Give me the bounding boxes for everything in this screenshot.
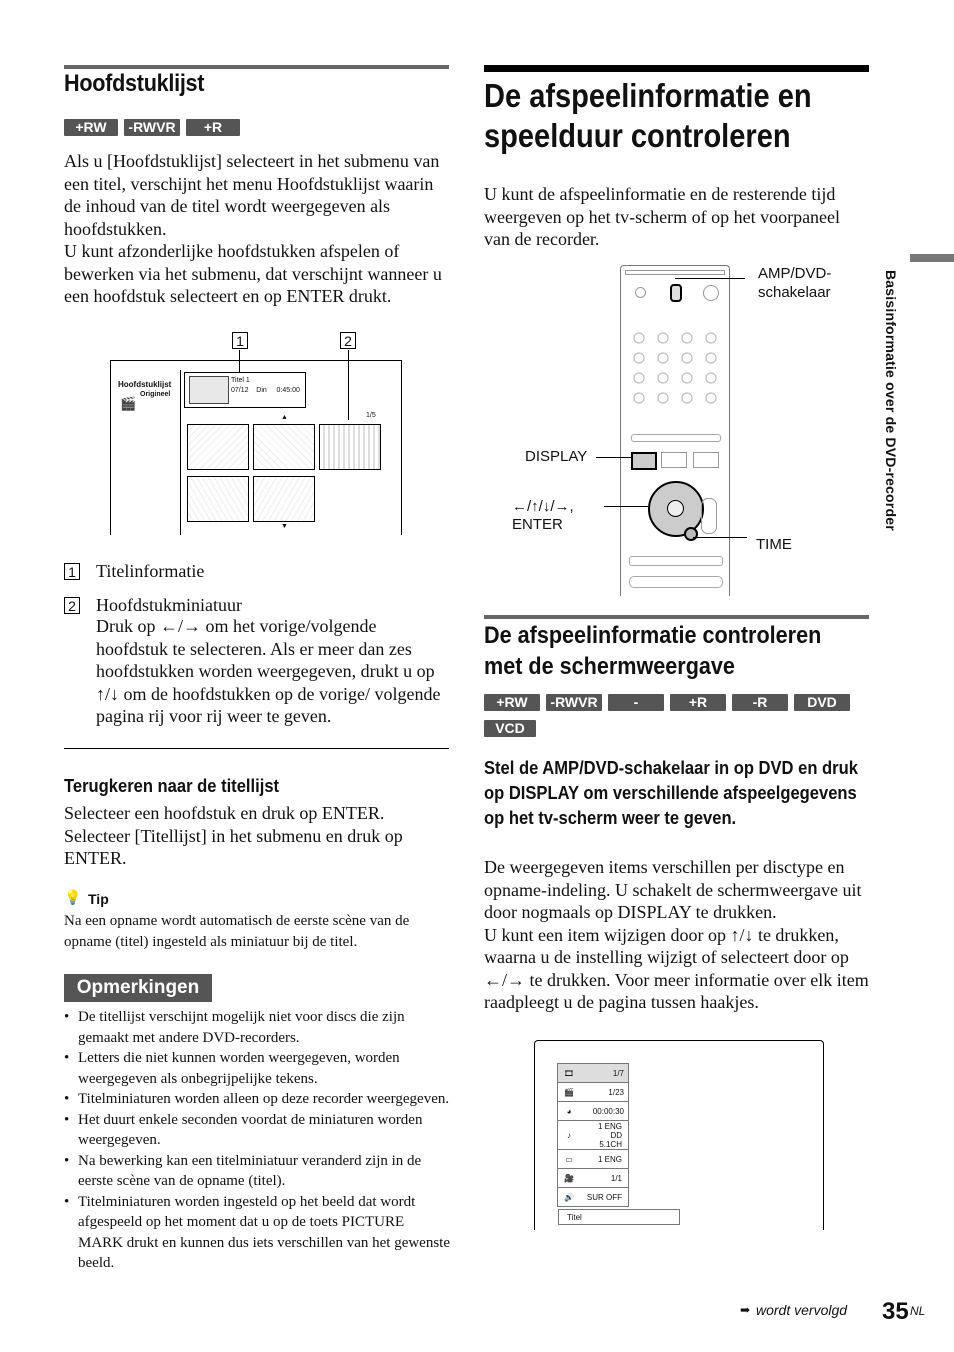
badge-plus-r: +R xyxy=(186,119,240,136)
legend-list xyxy=(64,560,449,728)
right-intro: U kunt de afspeelinformatie en de resterende tijd weergeven op het tv-scherm of op het voorpaneel van de recorder. xyxy=(484,184,841,249)
return-text-1: Selecteer een hoofdstuk en druk op ENTER. xyxy=(64,803,385,823)
osd-row-audio[interactable]: ♪ 1 ENG DD 5.1CH xyxy=(558,1121,628,1150)
badge-vcd: VCD xyxy=(484,720,536,737)
section-rule xyxy=(484,615,869,619)
callout-time: TIME xyxy=(756,536,792,553)
osd-value: 1/7 xyxy=(612,1068,624,1078)
sidebar-tab xyxy=(910,254,954,262)
note-item: • Na bewerking kan een titelminiatuur veranderd zijn in de eerste scène van de opname (titel). xyxy=(64,1151,452,1192)
title-rule xyxy=(484,65,869,72)
callout-arrows: ←/↑/↓/→, xyxy=(512,498,574,515)
chapter-thumbnail xyxy=(319,424,381,470)
divider xyxy=(64,748,449,749)
osd-value: 1/23 xyxy=(608,1087,624,1097)
return-text xyxy=(64,802,449,870)
display-button[interactable] xyxy=(631,452,657,470)
page-title-line-2: speelduur controleren xyxy=(484,117,791,154)
title-meta: 07/12 Din 0:45:00 xyxy=(231,387,300,394)
intro-text-1: Als u [Hoofdstuklijst] selecteert in het submenu van een titel, verschijnt het menu Hoofdstuklijst waarin de inhoud van de titel wordt weergegeven als hoofdstukken. xyxy=(64,151,440,239)
tip-text: Na een opname wordt automatisch de eerste scène van de opname (titel) ingesteld als miniatuur bij de titel. xyxy=(64,913,410,950)
return-text-2: Selecteer [Titellijst] in het submenu en druk op ENTER. xyxy=(64,825,403,868)
menu-label: Hoofdstuklijst xyxy=(118,380,172,389)
legend-num-1: 1 xyxy=(64,563,80,580)
time-button[interactable] xyxy=(684,527,698,541)
disc-badges-right-row2 xyxy=(484,720,542,738)
sub-label: Origineel xyxy=(140,391,171,398)
osd-value: 00:00:30 xyxy=(592,1106,624,1116)
note-item: • Titelminiaturen worden alleen op deze recorder weergegeven. xyxy=(64,1089,452,1110)
chapter-thumbnail xyxy=(253,476,315,522)
title-thumbnail xyxy=(189,376,229,404)
chapter-list-illustration xyxy=(110,330,402,535)
callout-display: DISPLAY xyxy=(525,448,588,465)
note-item: • Het duurt enkele seconden voordat de miniaturen worden weergegeven. xyxy=(64,1110,452,1151)
intro-paragraph xyxy=(64,150,452,308)
step-text xyxy=(484,856,872,1014)
osd-value: 1/1 xyxy=(610,1173,622,1183)
badge-plus-rw: +RW xyxy=(64,119,118,136)
badge-minus-rw-vr: -RWVR xyxy=(546,694,602,711)
legend-item-1 xyxy=(64,560,449,584)
chapter-thumbnail xyxy=(187,476,249,522)
disc-badges-left xyxy=(64,119,246,137)
badge-minus-rw-video: -RWVideo xyxy=(608,694,669,727)
legend-label-1: Titelinformatie xyxy=(96,561,205,581)
osd-row-surround[interactable]: 🔊 SUR OFF xyxy=(558,1188,628,1207)
intro-text-2: U kunt afzonderlijke hoofdstukken afspelen of bewerken via het submenu, dat verschijnt wanneer u een hoofdstuk selecteert en op ENTER drukt. xyxy=(64,241,442,306)
osd-row-title[interactable]: 🎞 1/7 xyxy=(558,1064,628,1083)
amp-dvd-switch[interactable] xyxy=(670,284,682,302)
badge-dvd: DVD xyxy=(794,694,850,711)
scroll-down-icon: ▼ xyxy=(281,522,288,530)
scroll-up-icon: ▲ xyxy=(281,413,288,421)
section-heading-line-2: met de schermweergave xyxy=(484,653,735,680)
badge-plus-rw: +RW xyxy=(484,694,540,711)
osd-menu xyxy=(557,1063,629,1207)
osd-screen-frame xyxy=(534,1040,824,1230)
tip-label: Tip xyxy=(88,891,109,907)
section-heading-chapterlist: Hoofdstuklijst xyxy=(64,70,205,97)
disc-badges-right xyxy=(484,694,874,727)
note-item: • Titelminiaturen worden ingesteld op het beeld dat wordt afgespeeld op het moment dat u op de toets PICTURE MARK drukt en kunnen dus iets verschillen van het gewenste beeld. xyxy=(64,1192,452,1274)
chapter-thumbnail xyxy=(253,424,315,470)
page-indicator: 1/5 xyxy=(366,412,376,419)
page-number: 35 xyxy=(882,1298,909,1325)
osd-row-angle[interactable]: 🎥 1/1 xyxy=(558,1169,628,1188)
legend-item-2 xyxy=(64,594,449,618)
osd-row-time[interactable]: ◕ 00:00:30 xyxy=(558,1102,628,1121)
step-heading: Stel de AMP/DVD-schakelaar in op DVD en druk op DISPLAY om verschillende afspeelgegevens op het tv-scherm weer te geven. xyxy=(484,758,858,828)
callout-1: 1 xyxy=(232,332,248,349)
osd-value: 1 ENG DD 5.1CH xyxy=(597,1121,622,1149)
legend-num-2: 2 xyxy=(64,597,80,614)
section-heading-osd xyxy=(484,620,821,682)
page-lang: NL xyxy=(910,1304,926,1318)
remote-control xyxy=(620,265,730,596)
notes-list xyxy=(64,1007,452,1274)
number-keypad xyxy=(633,332,717,412)
title-name: Titel 1 xyxy=(231,377,250,384)
osd-row-chapter[interactable]: 🎬 1/23 xyxy=(558,1083,628,1102)
osd-title-box: Titel xyxy=(558,1209,680,1225)
callout-2: 2 xyxy=(340,332,356,349)
legend-description: Druk op ←/→ om het vorige/volgende hoofdstuk te selecteren. Als er meer dan zes hoofdstukken worden weergegeven, drukt u op ↑/↓ om de hoofdstukken op de vorige/ volgende pagina rij voor rij weer te geven. xyxy=(96,616,441,726)
clapper-icon: 🎬 xyxy=(120,396,137,411)
continued-arrow-icon: ➡ xyxy=(740,1303,751,1317)
step-text-1: De weergegeven items verschillen per disctype en opname-indeling. U schakelt de schermweergave uit door nogmaals op DISPLAY te drukken. xyxy=(484,857,862,922)
heading-rule xyxy=(64,65,449,69)
sidebar-chapter-label: Basisinformatie over de DVD-recorder xyxy=(883,270,899,531)
badge-minus-r: -R xyxy=(732,694,788,711)
note-item: • De titellijst verschijnt mogelijk niet voor discs die zijn gemaakt met andere DVD-recorders. xyxy=(64,1007,452,1048)
chapter-thumbnail xyxy=(187,424,249,470)
section-heading-line-1: De afspeelinformatie controleren xyxy=(484,622,822,649)
callout-amp-dvd: AMP/DVD- schakelaar xyxy=(758,265,832,301)
page-title xyxy=(484,76,812,156)
tip-bulb-icon: 💡 xyxy=(64,891,82,906)
legend-label-2: Hoofdstukminiatuur xyxy=(96,595,242,615)
return-heading: Terugkeren naar de titellijst xyxy=(64,776,280,796)
notes-label: Opmerkingen xyxy=(64,974,212,1002)
step-text-2: U kunt een item wijzigen door op ↑/↓ te drukken, waarna u de instelling wijzigt of selecteert door op ←/→ te drukken. Voor meer informatie over elk item raadpleegt u de pagina tussen haakjes. xyxy=(484,924,869,1012)
osd-row-subtitle[interactable]: ▭ 1 ENG xyxy=(558,1150,628,1169)
note-item: • Letters die niet kunnen worden weergegeven, worden weergegeven als onbegrijpelijke tekens. xyxy=(64,1048,452,1089)
badge-plus-r: +R xyxy=(670,694,726,711)
osd-value: SUR OFF xyxy=(586,1192,622,1202)
page-title-line-1: De afspeelinformatie en xyxy=(484,77,812,114)
badge-minus-rw-vr: -RWVR xyxy=(124,119,180,136)
title-info-box xyxy=(184,372,306,408)
continued-text: wordt vervolgd xyxy=(756,1302,848,1318)
enter-button[interactable] xyxy=(667,500,684,517)
callout-enter: ENTER xyxy=(512,516,563,533)
osd-value: 1 ENG xyxy=(597,1154,622,1164)
